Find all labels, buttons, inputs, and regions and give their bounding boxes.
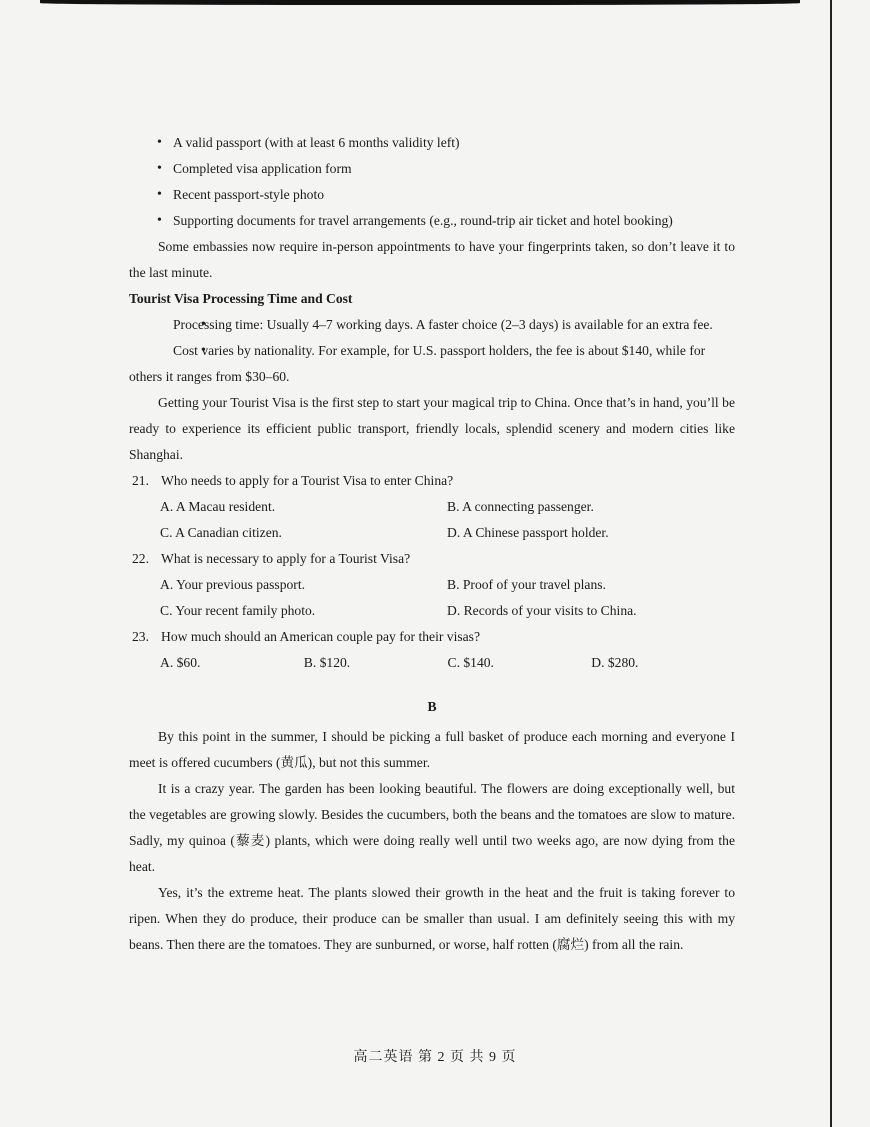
scan-top-edge (40, 0, 800, 5)
option-c: C. Your recent family photo. (160, 603, 316, 618)
option-d: D. Records of your visits to China. (447, 603, 637, 618)
exam-page (129, 130, 735, 958)
option-b: B. Proof of your travel plans. (447, 577, 606, 592)
requirement-item: • Recent passport-style photo (129, 182, 735, 208)
option-b: B. $120. (303, 655, 351, 670)
question-21 (129, 468, 735, 546)
requirement-item: • A valid passport (with at least 6 months validity left) (129, 130, 735, 156)
option-a: A. Your previous passport. (160, 577, 306, 592)
requirement-item: • Completed visa application form (129, 156, 735, 182)
question-23 (129, 624, 735, 676)
fingerprint-note: Some embassies now require in-person appointments to have your fingerprints taken, so don’t leave it to the last minute. (129, 239, 735, 280)
scan-right-edge (830, 0, 832, 1127)
option-d: D. $280. (591, 655, 639, 670)
option-d: D. A Chinese passport holder. (447, 525, 609, 540)
processing-heading: Tourist Visa Processing Time and Cost (129, 291, 353, 306)
page-footer: 高二英语 第 2 页 共 9 页 (353, 1050, 517, 1065)
passage-paragraph: Yes, it’s the extreme heat. The plants slowed their growth in the heat and the fruit is taking forever to ripen. When they do produce, their produce can be smaller than usual. I am definitely seeing this with my beans. Then there are the tomatoes. They are sunburned, or worse, half rotten (腐烂) from all the rain. (129, 885, 735, 952)
passage-paragraph: It is a crazy year. The garden has been looking beautiful. The flowers are doing exceptionally well, but the vegetables are growing slowly. Besides the cucumbers, both the beans and the tomatoes are slow to mature. Sadly, my quinoa (藜麦) plants, which were doing really well until two weeks ago, are now dying from the heat. (129, 781, 735, 874)
option-a: A. A Macau resident. (160, 499, 276, 514)
passage-paragraph: By this point in the summer, I should be picking a full basket of produce each morning and everyone I meet is offered cucumbers (黄瓜), but not this summer. (129, 729, 735, 770)
question-stem: What is necessary to apply for a Tourist Visa? (161, 551, 411, 566)
requirement-item: • Supporting documents for travel arrangements (e.g., round-trip air ticket and hotel booking) (129, 208, 735, 234)
processing-item: • Cost varies by nationality. For example, for U.S. passport holders, the fee is about $140, while for others it ranges from $30–60. (129, 338, 735, 390)
question-stem: How much should an American couple pay for their visas? (161, 629, 480, 644)
section-b-label: B (427, 699, 437, 714)
closing-paragraph: Getting your Tourist Visa is the first step to start your magical trip to China. Once that’s in hand, you’ll be ready to experience its efficient public transport, friendly locals, splendid scenery and modern cities like Shanghai. (129, 395, 735, 462)
question-stem: Who needs to apply for a Tourist Visa to enter China? (161, 473, 454, 488)
processing-item: • Processing time: Usually 4–7 working days. A faster choice (2–3 days) is available for an extra fee. (129, 312, 735, 338)
option-c: C. A Canadian citizen. (160, 525, 282, 540)
question-number: 23. (132, 629, 149, 644)
question-number: 21. (132, 473, 149, 488)
question-22 (129, 546, 735, 624)
question-number: 22. (132, 551, 149, 566)
option-c: C. $140. (447, 655, 494, 670)
option-a: A. $60. (160, 655, 201, 670)
option-b: B. A connecting passenger. (447, 499, 594, 514)
